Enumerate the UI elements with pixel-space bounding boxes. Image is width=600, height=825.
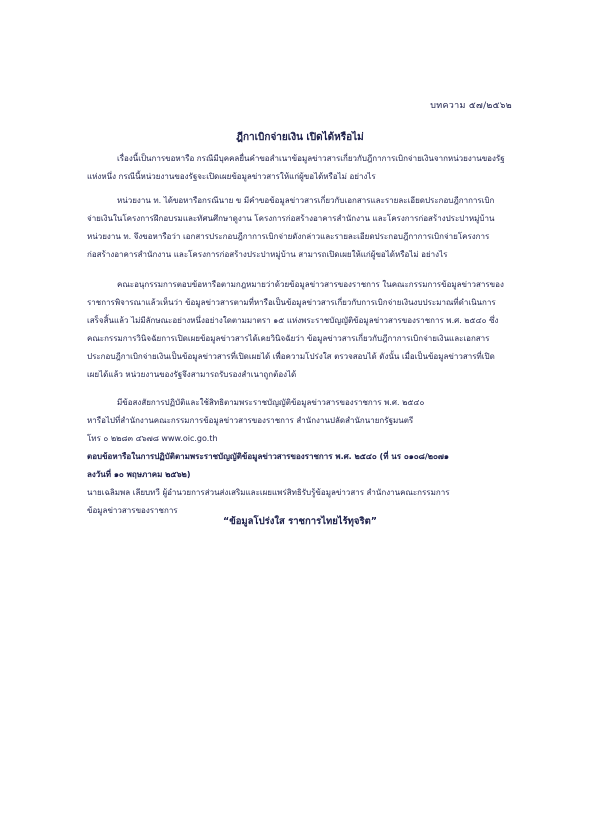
contact-line-2: หารือไปที่สำนักงานคณะกรรมการข้อมูลข่าวสารของราชการ สำนักงานปลัดสำนักนายกรัฐมนตรี (87, 416, 414, 425)
facts-paragraph: หน่วยงาน ท. ได้ขอหารือกรณีนาย ข มีคำขอข้อมูลข่าวสารเกี่ยวกับเอกสารและรายละเอียดประกอบฎีกาการเบิกจ่ายเงินในโครงการฝึกอบรมและทัศนศึกษาดูงาน โครงการก่อสร้างอาคารสำนักงาน และโครงการก่อสร้างประปาหมู่บ้าน หน่วยงาน ท. จึงขอหารือว่า เอกสารประกอบฎีกาการเบิกจ่ายดังกล่าวและรายละเอียดประกอบฎีกาการเบิกจ่ายโครงการก่อสร้างอาคารสำนักงาน และโครงการก่อสร้างประปาหมู่บ้าน สามารถเปิดเผยให้แก่ผู้ขอได้หรือไม่ อย่างไร (87, 196, 495, 259)
source-heading-line-2: ลงวันที่ ๑๐ พฤษภาคม ๒๕๖๒) (87, 470, 191, 479)
contact-line-3: โทร ๐ ๒๒๘๓ ๔๖๗๘ www.oic.go.th (87, 434, 218, 443)
intro-section (87, 150, 505, 186)
document-title: ฎีกาเบิกจ่ายเงิน เปิดได้หรือไม่ (236, 132, 364, 143)
author-line-1: นายเฉลิมพล เลียบทวี ผู้อำนวยการส่วนส่งเสริมและเผยแพร่สิทธิรับรู้ข้อมูลข่าวสาร สำนักงานคณะกรรมการ (87, 488, 450, 497)
contact-section (87, 394, 505, 448)
answer-section (87, 276, 505, 384)
article-reference: บทความ ๕๗/๒๕๖๒ (430, 101, 512, 111)
intro-paragraph: เรื่องนี้เป็นการขอหารือ กรณีมีบุคคลยื่นคำขอสำเนาข้อมูลข่าวสารเกี่ยวกับฎีกาการเบิกจ่ายเงินจากหน่วยงานของรัฐแห่งหนึ่ง กรณีนี้หน่วยงานของรัฐจะเปิดเผยข้อมูลข่าวสารให้แก่ผู้ขอได้หรือไม่ อย่างไร (87, 154, 505, 181)
source-heading-line-1: ตอบข้อหารือในการปฏิบัติตามพระราชบัญญัติข้อมูลข่าวสารของราชการ พ.ศ. ๒๕๔๐ (ที่ นร ๐๑๐๘/๒๐๗๑ (87, 452, 450, 461)
source-section (87, 448, 505, 520)
answer-paragraph: คณะอนุกรรมการตอบข้อหารือตามกฎหมายว่าด้วยข้อมูลข่าวสารของราชการ ในคณะกรรมการข้อมูลข่าวสารของราชการพิจารณาแล้วเห็นว่า ข้อมูลข่าวสารตามที่หารือเป็นข้อมูลข่าวสารเกี่ยวกับการเบิกจ่ายเงินงบประมาณที่ดำเนินการเสร็จสิ้นแล้ว ไม่มีลักษณะอย่างหนึ่งอย่างใดตามมาตรา ๑๕ แห่งพระราชบัญญัติข้อมูลข่าวสารของราชการ พ.ศ. ๒๕๔๐ ซึ่งคณะกรรมการวินิจฉัยการเปิดเผยข้อมูลข่าวสารได้เคยวินิจฉัยว่า ข้อมูลข่าวสารเกี่ยวกับฎีกาการเบิกจ่ายเงินและเอกสารประกอบฎีกาเบิกจ่ายเงินเป็นข้อมูลข่าวสารที่เปิดเผยได้ เพื่อความโปร่งใส ตรวจสอบได้ ดังนั้น เมื่อเป็นข้อมูลข่าวสารที่เปิดเผยได้แล้ว หน่วยงานของรัฐจึงสามารถรับรองสำเนาถูกต้องได้ (87, 280, 504, 379)
slogan: “ข้อมูลโปร่งใส ราชการไทยไร้ทุจริต” (222, 516, 378, 527)
author-line-2: ข้อมูลข่าวสารของราชการ (87, 506, 178, 515)
facts-section (87, 192, 505, 264)
contact-line-1: มีข้อสงสัยการปฏิบัติและใช้สิทธิตามพระราชบัญญัติข้อมูลข่าวสารของราชการ พ.ศ. ๒๕๔๐ (117, 398, 425, 407)
